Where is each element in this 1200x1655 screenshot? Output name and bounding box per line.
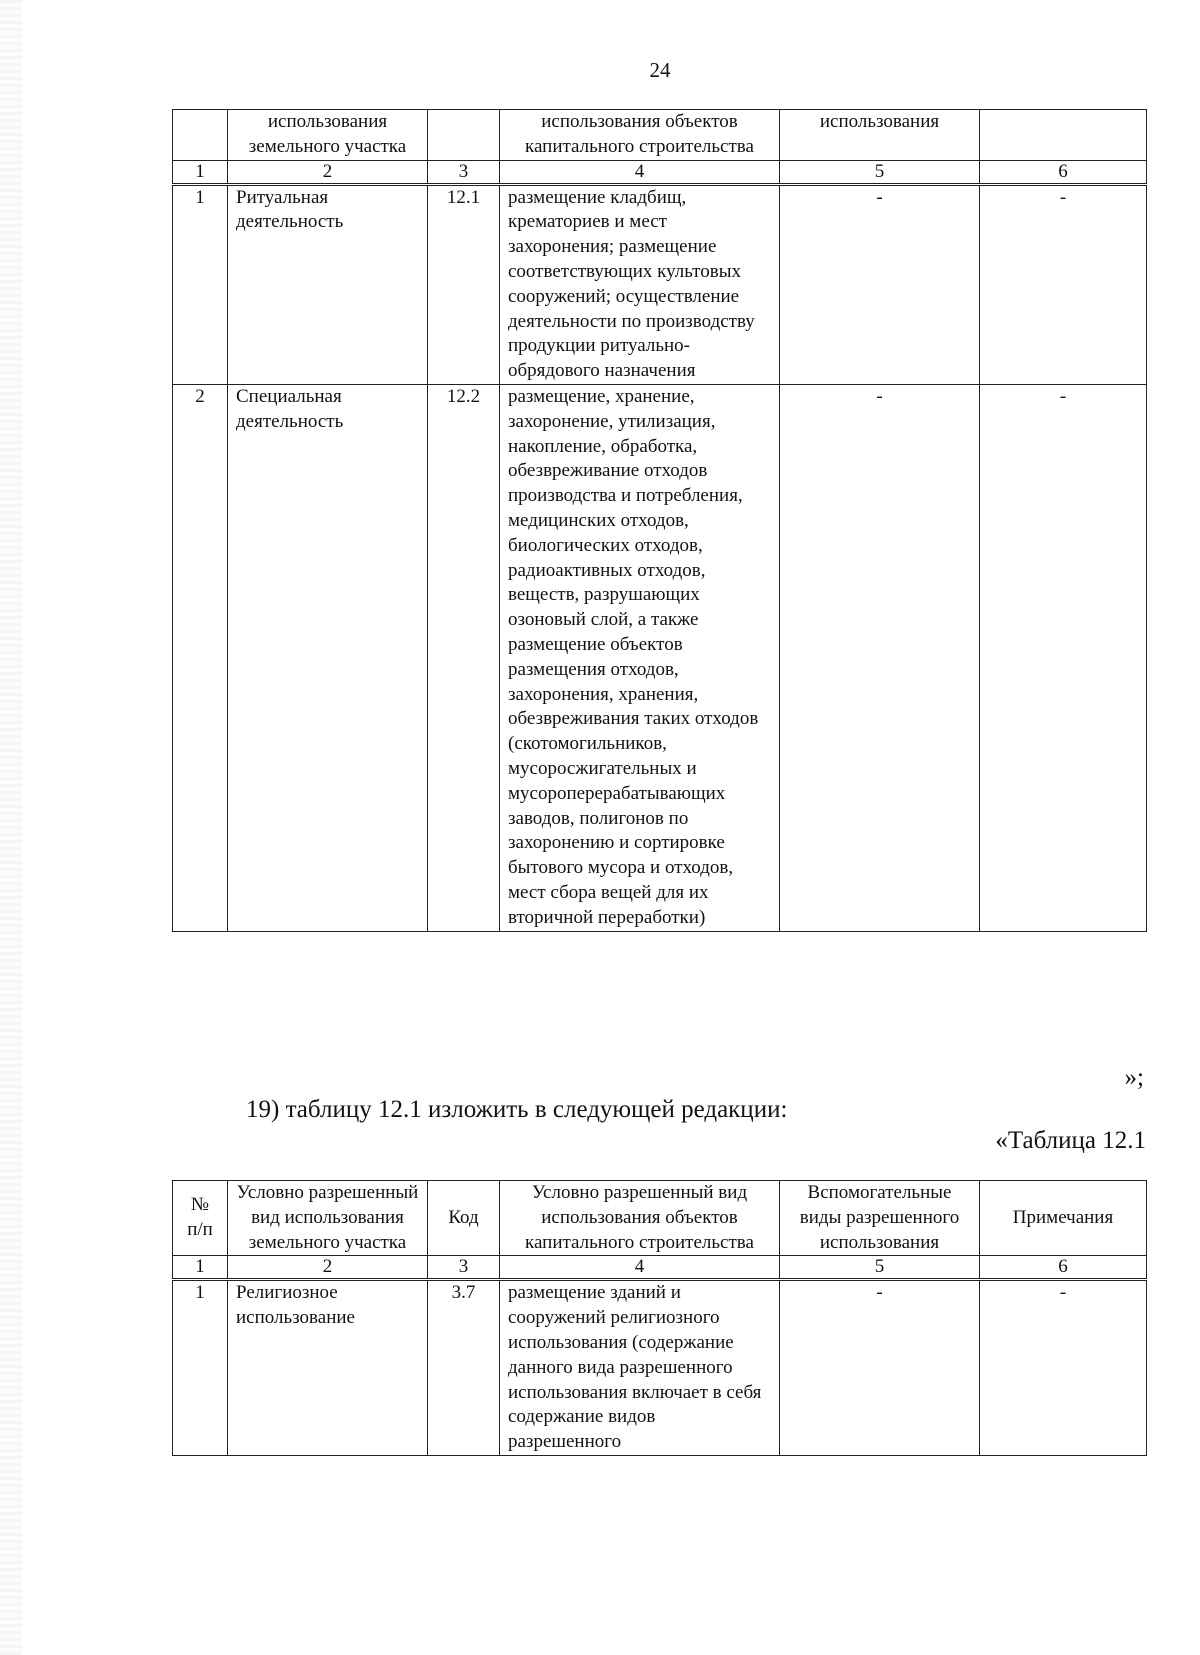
column-number: 1 bbox=[173, 160, 228, 184]
header-cell-description: использования объектов капитального строительства bbox=[500, 110, 780, 161]
column-number: 4 bbox=[500, 160, 780, 184]
column-number-row bbox=[173, 1256, 1147, 1280]
header-cell-name: Условно разрешенный вид использования земельного участка bbox=[228, 1181, 428, 1256]
column-number: 6 bbox=[980, 160, 1147, 184]
header-cell-notes: Примечания bbox=[980, 1181, 1147, 1256]
row-code: 12.1 bbox=[428, 184, 500, 384]
page-number: 24 bbox=[649, 58, 671, 82]
header-cell-auxiliary: Вспомогательные виды разрешенного использования bbox=[780, 1181, 980, 1256]
column-number: 3 bbox=[428, 1256, 500, 1280]
closing-quote-mark: »; bbox=[1124, 1064, 1144, 1091]
header-cell-name: использования земельного участка bbox=[228, 110, 428, 161]
column-number: 2 bbox=[228, 1256, 428, 1280]
row-number: 1 bbox=[173, 184, 228, 384]
header-cell-num bbox=[173, 110, 228, 161]
row-number: 1 bbox=[173, 1280, 228, 1456]
header-cell-description: Условно разрешенный вид использования объектов капитального строительства bbox=[500, 1181, 780, 1256]
column-number-row bbox=[173, 160, 1147, 184]
column-number: 6 bbox=[980, 1256, 1147, 1280]
row-name: Религиозное использование bbox=[228, 1280, 428, 1456]
row-number: 2 bbox=[173, 384, 228, 931]
row-description: размещение кладбищ, крематориев и мест захоронения; размещение соответствующих культовых сооружений; осуществление деятельности по производству продукции ритуально-обрядового назначения bbox=[500, 184, 780, 384]
column-number: 3 bbox=[428, 160, 500, 184]
row-notes: - bbox=[980, 1280, 1147, 1456]
row-auxiliary: - bbox=[780, 384, 980, 931]
column-number: 1 bbox=[173, 1256, 228, 1280]
row-notes: - bbox=[980, 184, 1147, 384]
column-number: 5 bbox=[780, 160, 980, 184]
column-number: 5 bbox=[780, 1256, 980, 1280]
table-header-row bbox=[173, 1181, 1147, 1256]
header-cell-code bbox=[428, 110, 500, 161]
row-description: размещение, хранение, захоронение, утилизация, накопление, обработка, обезвреживание отходов производства и потребления, медицинских отходов, биологических отходов, радиоактивных отходов, веществ, разрушающих озоновый слой, а также размещение объектов размещения отходов, захоронения, хранения, обезвреживания таких отходов (скотомогильников, мусоросжигательных и мусороперерабатывающих заводов, полигонов по захоронению и сортировке бытового мусора и отходов, мест сбора вещей для их вторичной переработки) bbox=[500, 384, 780, 931]
table-row bbox=[173, 384, 1147, 931]
header-cell-notes bbox=[980, 110, 1147, 161]
row-code: 3.7 bbox=[428, 1280, 500, 1456]
header-cell-auxiliary: использования bbox=[780, 110, 980, 161]
table-12-1 bbox=[172, 1180, 1147, 1456]
table-continuation bbox=[172, 109, 1147, 932]
header-cell-code: Код bbox=[428, 1181, 500, 1256]
row-name: Специальная деятельность bbox=[228, 384, 428, 931]
row-name: Ритуальная деятельность bbox=[228, 184, 428, 384]
column-number: 2 bbox=[228, 160, 428, 184]
row-description: размещение зданий и сооружений религиозного использования (содержание данного вида разрешенного использования включает в себя содержание видов разрешенного bbox=[500, 1280, 780, 1456]
table-row bbox=[173, 184, 1147, 384]
instruction-text: 19) таблицу 12.1 изложить в следующей редакции: bbox=[246, 1096, 788, 1123]
table-label: «Таблица 12.1 bbox=[995, 1127, 1146, 1154]
table-row bbox=[173, 1280, 1147, 1456]
row-auxiliary: - bbox=[780, 1280, 980, 1456]
scan-edge bbox=[0, 0, 22, 1655]
column-number: 4 bbox=[500, 1256, 780, 1280]
header-cell-num: № п/п bbox=[173, 1181, 228, 1256]
table-header-row bbox=[173, 110, 1147, 161]
row-auxiliary: - bbox=[780, 184, 980, 384]
row-notes: - bbox=[980, 384, 1147, 931]
row-code: 12.2 bbox=[428, 384, 500, 931]
